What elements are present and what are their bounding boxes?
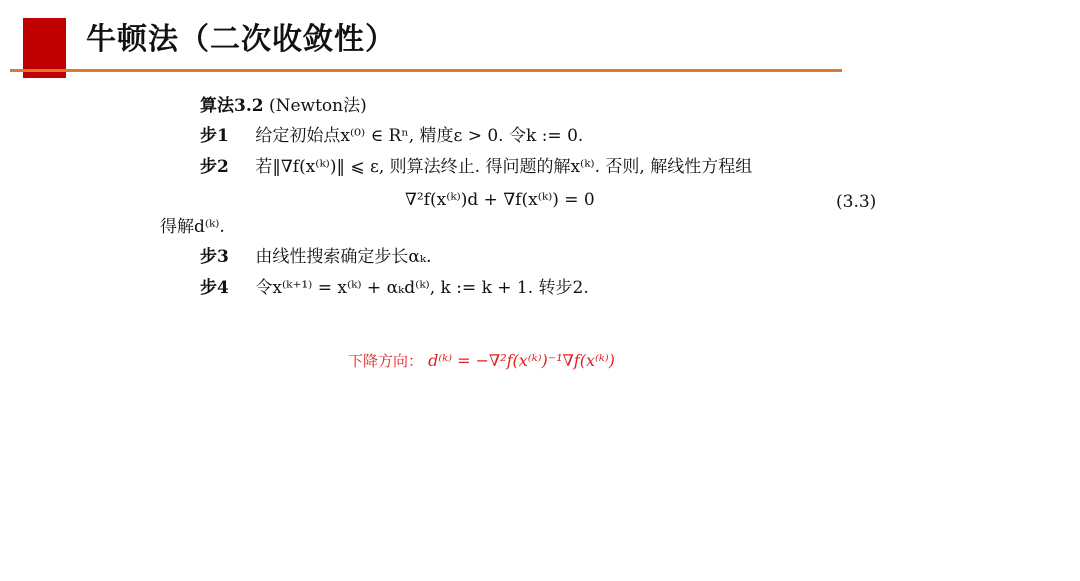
step-1-label: 步1	[200, 126, 229, 146]
step-4-text: 令x⁽ᵏ⁺¹⁾ = x⁽ᵏ⁾ + αₖd⁽ᵏ⁾, k := k + 1. 转步2.	[255, 278, 589, 298]
descent-direction-label: 下降方向：	[348, 352, 424, 370]
equation-number: (3.3)	[836, 192, 877, 212]
step-2-text: 若‖∇f(x⁽ᵏ⁾)‖ ⩽ ε, 则算法终止. 得问题的解x⁽ᵏ⁾. 否则, 解线性方程组	[255, 157, 753, 177]
newton-equation: ∇²f(x⁽ᵏ⁾)d + ∇f(x⁽ᵏ⁾) = 0	[405, 190, 595, 210]
title-underline	[10, 69, 842, 72]
step-1	[200, 124, 583, 148]
step-2	[200, 155, 752, 179]
page-title: 牛顿法（二次收敛性）	[86, 22, 396, 57]
algorithm-heading	[200, 94, 367, 118]
step-4-label: 步4	[200, 278, 229, 298]
step-2-label: 步2	[200, 157, 229, 177]
step-4	[200, 276, 589, 300]
solution-line: 得解d⁽ᵏ⁾.	[160, 217, 225, 237]
descent-direction-formula: d⁽ᵏ⁾ = −∇²f(x⁽ᵏ⁾)⁻¹∇f(x⁽ᵏ⁾)	[428, 351, 615, 370]
algorithm-name: (Newton法)	[268, 96, 367, 116]
step-3	[200, 245, 432, 269]
algorithm-label: 算法3.2	[200, 96, 264, 116]
step-3-text: 由线性搜索确定步长αₖ.	[255, 247, 432, 267]
step-1-text: 给定初始点x⁽⁰⁾ ∈ Rⁿ, 精度ε > 0. 令k := 0.	[255, 126, 584, 146]
step-3-label: 步3	[200, 247, 229, 267]
descent-direction-note	[348, 348, 615, 374]
